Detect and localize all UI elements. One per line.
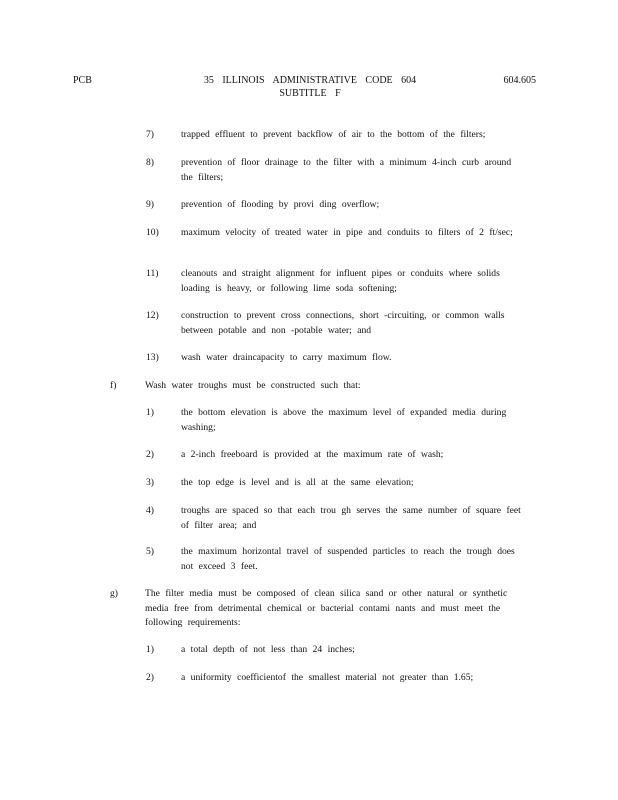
header-title-line1: 35 ILLINOIS ADMINISTRATIVE CODE 604 bbox=[203, 75, 417, 86]
item-text: a total depth of not less than 24 inches; bbox=[181, 644, 355, 655]
item-text: prevention of floor drainage to the filter with a minimum 4-inch curb around the filters; bbox=[181, 157, 512, 183]
item-text: cleanouts and straight alignment for influent pipes or conduits where solids loading is heavy, or following lime soda softening; bbox=[181, 268, 500, 294]
item-label: 8) bbox=[146, 157, 154, 168]
item-text: the maximum horizontal travel of suspended particles to reach the trough does not exceed 3 feet. bbox=[181, 546, 515, 572]
item-text: trapped effluent to prevent backflow of air to the bottom of the filters; bbox=[181, 129, 486, 140]
item-text: prevention of flooding by provi ding overflow; bbox=[181, 199, 380, 210]
item-text: a uniformity coefficientof the smallest material not greater than 1.65; bbox=[181, 672, 474, 683]
item-label: 13) bbox=[146, 352, 159, 363]
item-label: 4) bbox=[146, 505, 154, 516]
item-label: 2) bbox=[146, 449, 154, 460]
header-title bbox=[150, 74, 470, 100]
item-label: 11) bbox=[146, 268, 159, 279]
item-label: 7) bbox=[146, 129, 154, 140]
item-text: maximum velocity of treated water in pipe and conduits to filters of 2 ft/sec; bbox=[181, 227, 513, 238]
item-label: 3) bbox=[146, 477, 154, 488]
header-section-number: 604.605 bbox=[503, 75, 536, 86]
item-text: wash water draincapacity to carry maximum flow. bbox=[181, 352, 392, 363]
item-label: 10) bbox=[146, 227, 159, 238]
header-agency: PCB bbox=[73, 75, 92, 86]
section-label: f) bbox=[110, 380, 117, 391]
item-text: the bottom elevation is above the maximum level of expanded media during washing; bbox=[181, 407, 507, 433]
header-title-line2: SUBTITLE F bbox=[279, 88, 341, 99]
section-text: Wash water troughs must be constructed such that: bbox=[145, 380, 361, 391]
item-label: 2) bbox=[146, 672, 154, 683]
item-label: 12) bbox=[146, 310, 159, 321]
item-text: construction to prevent cross connections, short -circuiting, or common walls between potable and non -potable water; and bbox=[181, 310, 505, 336]
item-label: 9) bbox=[146, 199, 154, 210]
item-label: 1) bbox=[146, 407, 154, 418]
item-label: 1) bbox=[146, 644, 154, 655]
item-text: a 2-inch freeboard is provided at the maximum rate of wash; bbox=[181, 449, 444, 460]
item-label: 5) bbox=[146, 546, 154, 557]
item-text: troughs are spaced so that each trou gh serves the same number of square feet of filter area; and bbox=[181, 505, 521, 531]
section-text: The filter media must be composed of clean silica sand or other natural or synthetic media free from detrimental chemical or bacterial contami nants and must meet the following requirements: bbox=[145, 588, 508, 628]
item-text: the top edge is level and is all at the same elevation; bbox=[181, 477, 414, 488]
section-label: g) bbox=[110, 588, 118, 599]
